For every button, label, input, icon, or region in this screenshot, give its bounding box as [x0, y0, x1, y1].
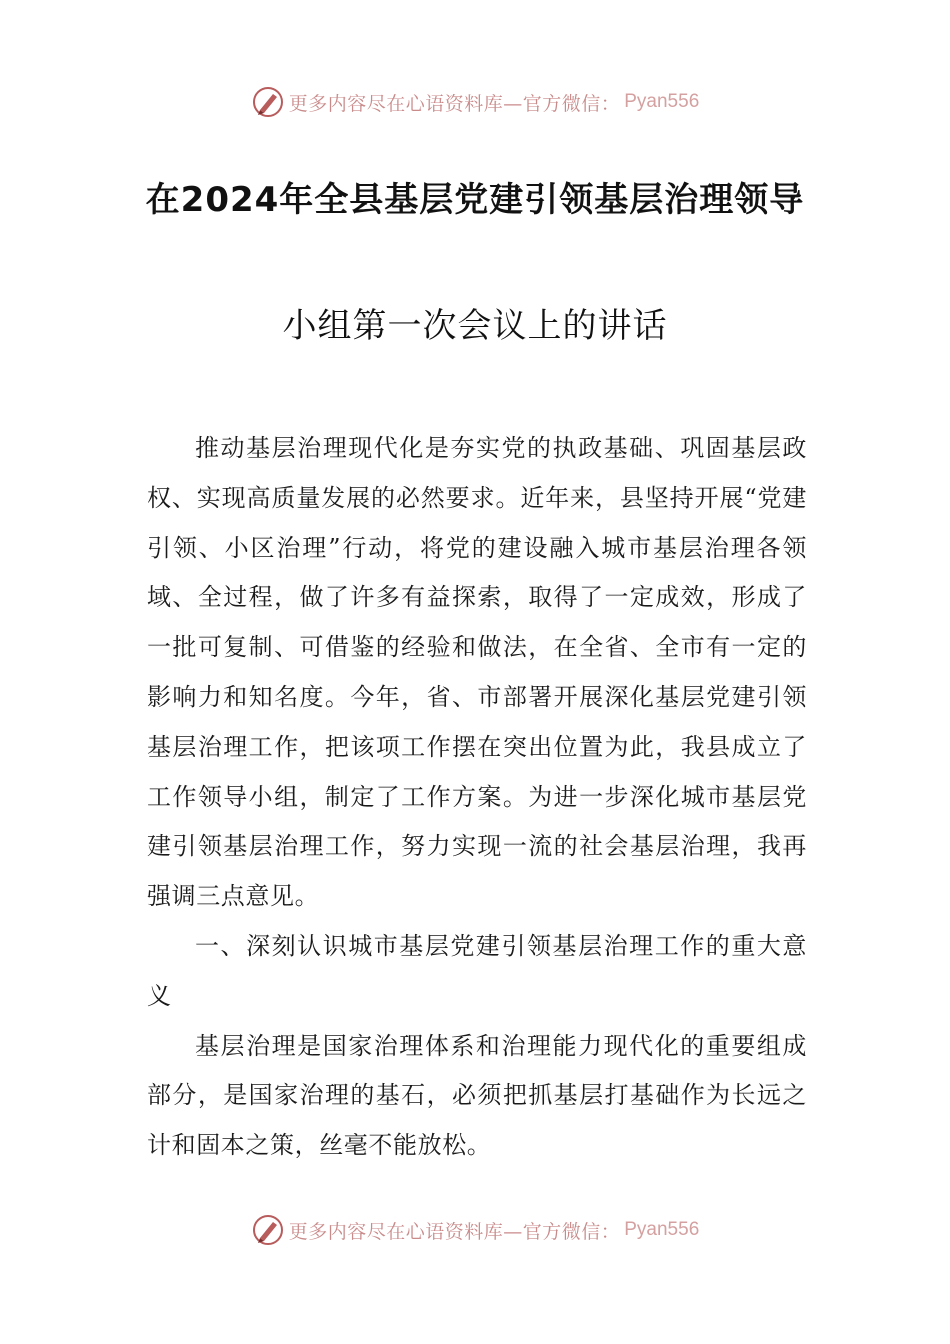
- pen-circle-icon: [251, 85, 285, 119]
- page-title-line-2: 小组第一次会议上的讲话: [282, 306, 668, 346]
- pen-circle-icon: [251, 1213, 285, 1247]
- watermark-text: 更多内容尽在心语资料库—官方微信：: [288, 1220, 621, 1243]
- page-title-line-1: 在2024年全县基层党建引领基层治理领导: [145, 180, 805, 220]
- watermark-footer: [0, 1210, 950, 1250]
- watermark-wechat-id: Pyan556: [624, 91, 700, 112]
- section-heading-1: 一、深刻认识城市基层党建引领基层治理工作的重大意义: [147, 931, 807, 1010]
- paragraph-section-1: 基层治理是国家治理体系和治理能力现代化的重要组成部分，是国家治理的基石，必须把抓基层打基础作为长远之计和固本之策，丝毫不能放松。: [147, 1031, 807, 1160]
- watermark-header: [0, 82, 950, 122]
- watermark-wechat-id: Pyan556: [624, 1219, 700, 1240]
- paragraph-intro: 推动基层治理现代化是夯实党的执政基础、巩固基层政权、实现高质量发展的必然要求。近年来，县坚持开展“党建引领、小区治理”行动，将党的建设融入城市基层治理各领域、全过程，做了许多有益探索，取得了一定成效，形成了一批可复制、可借鉴的经验和做法，在全省、全市有一定的影响力和知名度。今年，省、市部署开展深化基层党建引领基层治理工作，把该项工作摆在突出位置为此，我县成立了工作领导小组，制定了工作方案。为进一步深化城市基层党建引领基层治理工作，努力实现一流的社会基层治理，我再强调三点意见。: [147, 434, 807, 911]
- watermark-text: 更多内容尽在心语资料库—官方微信：: [288, 92, 621, 115]
- document-body: [147, 424, 807, 1171]
